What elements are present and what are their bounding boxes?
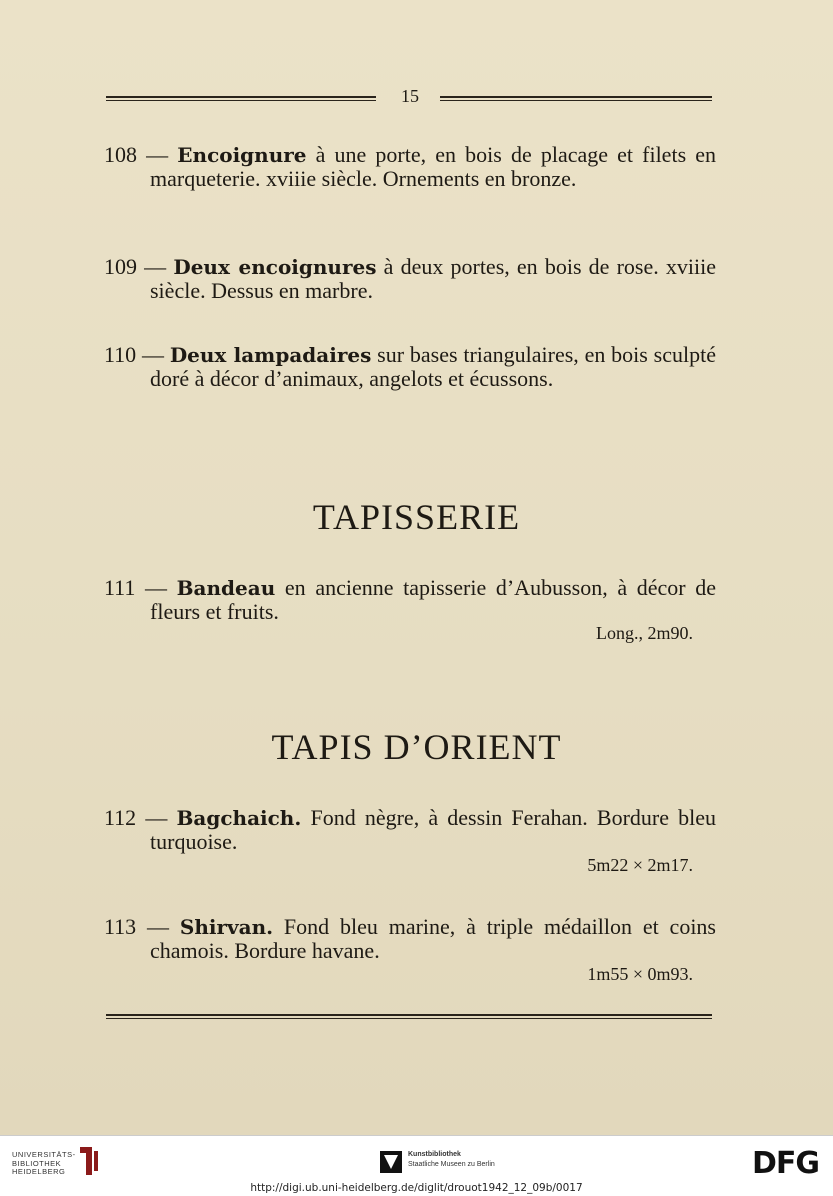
- lot-description: Fond bleu marine, à triple médaillon et coins chamois. Bordure havane.: [150, 914, 716, 963]
- lot-110: 110 — Deux lampadaires sur bases triangulaires, en bois sculpté doré à décor d’animaux, angelots et écussons.: [104, 342, 716, 391]
- university-library-label: UNIVERSITÄTS- BIBLIOTHEK HEIDELBERG: [12, 1150, 76, 1176]
- header-rule-right: [440, 96, 712, 101]
- lot-number: 113: [104, 914, 137, 939]
- lot-number: 108: [104, 142, 137, 167]
- kunstbibliothek-label: Kunstbibliothek Staatliche Museen zu Berlin: [408, 1151, 495, 1168]
- lot-number: 111: [104, 575, 136, 600]
- section-heading-tapis-orient: TAPIS D’ORIENT: [271, 727, 562, 767]
- lot-description: à deux portes, en bois de rose. xviiie siècle. Dessus en marbre.: [150, 254, 717, 303]
- lot-number: 110: [104, 342, 137, 367]
- lot-title: Bandeau: [176, 576, 276, 600]
- kunstbibliothek-logo-icon: [380, 1151, 402, 1173]
- lot-dimensions: 1m55 × 0m93.: [587, 964, 693, 984]
- source-url[interactable]: http://digi.ub.uni-heidelberg.de/diglit/drouot1942_12_09b/0017: [250, 1182, 583, 1194]
- university-logo-icon: [78, 1145, 100, 1177]
- lot-title: Deux encoignures: [173, 255, 377, 279]
- lot-description: en ancienne tapisserie d’Aubusson, à décor de fleurs et fruits.: [150, 575, 716, 624]
- lot-111: 111 — Bandeau en ancienne tapisserie d’Aubusson, à décor de fleurs et fruits.: [104, 575, 716, 624]
- lot-title: Encoignure: [177, 143, 307, 167]
- lot-dimensions: 5m22 × 2m17.: [587, 855, 693, 875]
- section-heading-tapisserie: TAPISSERIE: [312, 497, 521, 537]
- digitization-footer: [0, 1135, 833, 1196]
- lot-112: 112 — Bagchaich. Fond nègre, à dessin Ferahan. Bordure bleu turquoise.: [104, 805, 717, 854]
- lot-title: Shirvan.: [179, 915, 274, 939]
- lot-description: Fond nègre, à dessin Ferahan. Bordure bleu turquoise.: [150, 805, 717, 854]
- lot-number: 109: [104, 254, 137, 279]
- lot-title: Deux lampadaires: [169, 343, 372, 367]
- lot-description: sur bases triangulaires, en bois sculpté doré à décor d’animaux, angelots et écussons.: [150, 342, 716, 391]
- lot-title: Bagchaich.: [176, 806, 302, 830]
- lot-description: à une porte, en bois de placage et filets en marqueterie. xviiie siècle. Ornements en bronze.: [150, 142, 717, 191]
- lot-number: 112: [104, 805, 137, 830]
- dfg-logo: DFG: [751, 1146, 819, 1181]
- lot-dimensions: Long., 2m90.: [596, 623, 693, 643]
- lot-109: 109 — Deux encoignures à deux portes, en bois de rose. xviiie siècle. Dessus en marbre.: [104, 254, 717, 303]
- lot-113: 113 — Shirvan. Fond bleu marine, à triple médaillon et coins chamois. Bordure havane.: [104, 914, 716, 963]
- page-number: 15: [401, 86, 419, 106]
- bottom-rule: [106, 1014, 712, 1019]
- lot-108: 108 — Encoignure à une porte, en bois de placage et filets en marqueterie. xviiie siècle. Ornements en bronze.: [104, 142, 717, 191]
- header-rule-left: [106, 96, 376, 101]
